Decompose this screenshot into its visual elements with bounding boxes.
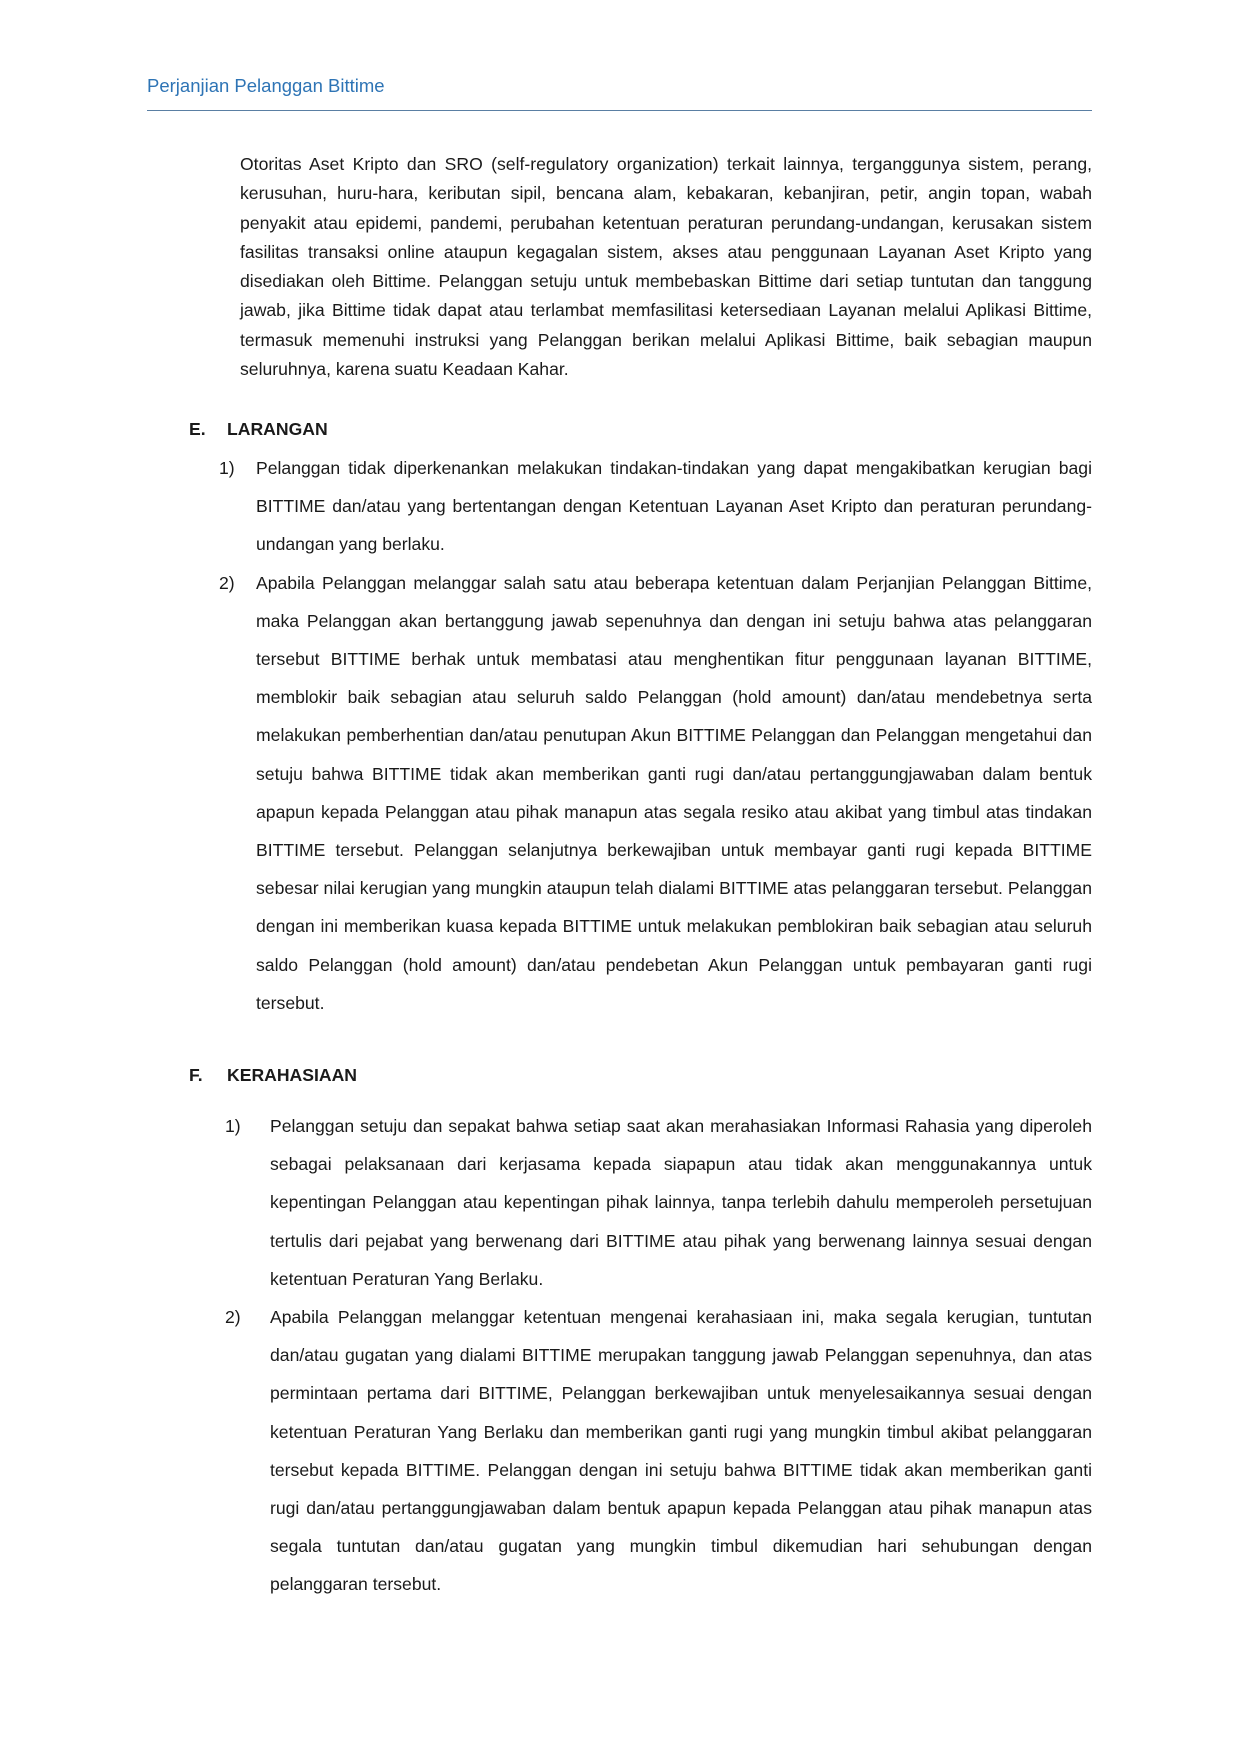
- item-text: Apabila Pelanggan melanggar salah satu atau beberapa ketentuan dalam Perjanjian Pelanggan Bittime, maka Pelanggan akan bertanggung jawab sepenuhnya dan dengan ini setuju bahwa atas pelanggaran tersebut BITTIME berhak untuk membatasi atau menghentikan fitur penggunaan layanan BITTIME, memblokir baik sebagian atau seluruh saldo Pelanggan (hold amount) dan/atau mendebetnya serta melakukan pemberhentian dan/atau penutupan Akun BITTIME Pelanggan dan Pelanggan mengetahui dan setuju bahwa BITTIME tidak akan memberikan ganti rugi dan/atau pertanggungjawaban dalam bentuk apapun kepada Pelanggan atau pihak manapun atas segala resiko atau akibat yang timbul atas tindakan BITTIME tersebut. Pelanggan selanjutnya berkewajiban untuk membayar ganti rugi kepada BITTIME sebesar nilai kerugian yang mungkin ataupun telah dialami BITTIME atas pelanggaran tersebut. Pelanggan dengan ini memberikan kuasa kepada BITTIME untuk melakukan pemblokiran baik sebagian atau seluruh saldo Pelanggan (hold amount) dan/atau pendebetan Akun Pelanggan untuk pembayaran ganti rugi tersebut.: [256, 572, 1092, 1013]
- section-title: KERAHASIAAN: [227, 1065, 358, 1085]
- section-heading-larangan: [189, 417, 328, 441]
- document-title: Perjanjian Pelanggan Bittime: [147, 75, 385, 96]
- item-number: 2): [225, 1307, 241, 1328]
- item-number: 1): [219, 458, 235, 478]
- section-title: LARANGAN: [227, 419, 328, 439]
- larangan-list: [219, 449, 1092, 1022]
- page-header: [147, 74, 1092, 111]
- section-letter: F.: [189, 1065, 203, 1085]
- item-number: 1): [225, 1116, 241, 1136]
- intro-paragraph: Otoritas Aset Kripto dan SRO (self-regulatory organization) terkait lainnya, terganggunya sistem, perang, kerusuhan, huru-hara, keributan sipil, bencana alam, kebakaran, kebanjiran, petir, angin topan, wabah penyakit atau epidemi, pandemi, perubahan ketentuan peraturan perundang-undangan, kerusakan sistem fasilitas transaksi online ataupun kegagalan sistem, akses atau penggunaan Layanan Aset Kripto yang disediakan oleh Bittime. Pelanggan setuju untuk membebaskan Bittime dari setiap tuntutan dan tanggung jawab, jika Bittime tidak dapat atau terlambat memfasilitasi ketersediaan Layanan melalui Aplikasi Bittime, termasuk memenuhi instruksi yang Pelanggan berikan melalui Aplikasi Bittime, baik sebagian maupun seluruhnya, karena suatu Keadaan Kahar.: [240, 154, 1092, 380]
- list-item: [219, 449, 1092, 564]
- list-item: [225, 1107, 1092, 1298]
- section-heading-kerahasiaan: [189, 1063, 357, 1087]
- item-text: Pelanggan setuju dan sepakat bahwa setiap saat akan merahasiakan Informasi Rahasia yang diperoleh sebagai pelaksanaan dari kerjasama kepada siapapun atau tidak akan menggunakannya untuk kepentingan Pelanggan atau kepentingan pihak lainnya, tanpa terlebih dahulu memperoleh persetujuan tertulis dari pejabat yang berwenang dari BITTIME atau pihak yang berwenang lainnya sesuai dengan ketentuan Peraturan Yang Berlaku.: [270, 1116, 1092, 1289]
- list-item: [225, 1298, 1092, 1604]
- kerahasiaan-list: [225, 1107, 1092, 1604]
- item-text: Apabila Pelanggan melanggar ketentuan mengenai kerahasiaan ini, maka segala kerugian, tuntutan dan/atau gugatan yang dialami BITTIME merupakan tanggung jawab Pelanggan sepenuhnya, dan atas permintaan pertama dari BITTIME, Pelanggan berkewajiban untuk menyelesaikannya sesuai dengan ketentuan Peraturan Yang Berlaku dan memberikan ganti rugi yang mungkin timbul akibat pelanggaran tersebut kepada BITTIME. Pelanggan dengan ini setuju bahwa BITTIME tidak akan memberikan ganti rugi dan/atau pertanggungjawaban dalam bentuk apapun kepada Pelanggan atau pihak manapun atas segala tuntutan dan/atau gugatan yang mungkin timbul dikemudian hari sehubungan dengan pelanggaran tersebut.: [270, 1307, 1092, 1595]
- item-number: 2): [219, 572, 235, 593]
- section-letter: E.: [189, 419, 206, 439]
- list-item: [219, 564, 1092, 1022]
- item-text: Pelanggan tidak diperkenankan melakukan tindakan-tindakan yang dapat mengakibatkan kerugian bagi BITTIME dan/atau yang bertentangan dengan Ketentuan Layanan Aset Kripto dan peraturan perundang-undangan yang berlaku.: [256, 458, 1092, 555]
